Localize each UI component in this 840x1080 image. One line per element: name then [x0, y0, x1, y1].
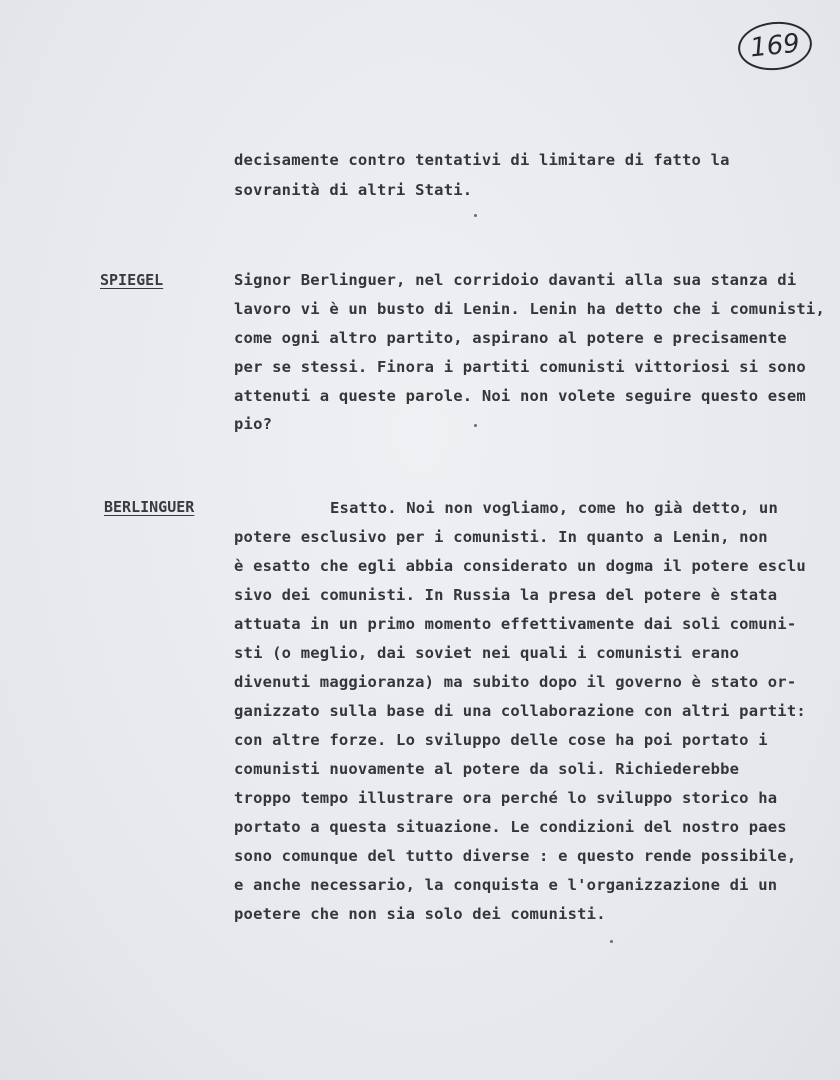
spiegel-line: per se stessi. Finora i partiti comunisti vittoriosi si sono	[234, 358, 806, 376]
page-number-stamp: 169	[736, 18, 815, 73]
berlinguer-line: comunisti nuovamente al potere da soli. Richiederebbe	[234, 760, 740, 778]
berlinguer-line: troppo tempo illustrare ora perché lo sviluppo storico ha	[234, 789, 778, 807]
spiegel-line: come ogni altro partito, aspirano al potere e precisamente	[234, 329, 787, 347]
intro-line: decisamente contro tentativi di limitare di fatto la	[234, 151, 730, 169]
berlinguer-line: sivo dei comunisti. In Russia la presa del potere è stata	[234, 586, 778, 604]
berlinguer-line: Esatto. Noi non vogliamo, come ho già detto, un	[330, 499, 778, 517]
ink-dot	[610, 940, 613, 943]
berlinguer-line: portato a questa situazione. Le condizioni del nostro paes	[234, 818, 787, 836]
ink-dot	[474, 424, 477, 427]
berlinguer-line: ganizzato sulla base di una collaborazione con altri partit:	[234, 702, 806, 720]
berlinguer-line: è esatto che egli abbia considerato un dogma il potere esclu	[234, 557, 806, 575]
berlinguer-line: potere esclusivo per i comunisti. In quanto a Lenin, non	[234, 528, 768, 546]
berlinguer-line: attuata in un primo momento effettivamente dai soli comuni-	[234, 615, 797, 633]
spiegel-line: attenuti a queste parole. Noi non volete seguire questo esem	[234, 387, 806, 405]
spiegel-line: lavoro vi è un busto di Lenin. Lenin ha detto che i comunisti,	[234, 300, 825, 318]
spiegel-line: pio?	[234, 415, 273, 433]
berlinguer-line: sti (o meglio, dai soviet nei quali i comunisti erano	[234, 644, 740, 662]
berlinguer-line: poetere che non sia solo dei comunisti.	[234, 905, 606, 923]
spiegel-line: Signor Berlinguer, nel corridoio davanti alla sua stanza di	[234, 271, 797, 289]
berlinguer-line: divenuti maggioranza) ma subito dopo il governo è stato or-	[234, 673, 797, 691]
berlinguer-line: e anche necessario, la conquista e l'organizzazione di un	[234, 876, 778, 894]
berlinguer-line: con altre forze. Lo sviluppo delle cose ha poi portato i	[234, 731, 768, 749]
ink-dot	[474, 214, 477, 217]
speaker-label-spiegel: SPIEGEL	[100, 271, 164, 289]
speaker-label-berlinguer: BERLINGUER	[104, 498, 195, 516]
intro-line: sovranità di altri Stati.	[234, 181, 473, 199]
berlinguer-line: sono comunque del tutto diverse : e questo rende possibile,	[234, 847, 797, 865]
